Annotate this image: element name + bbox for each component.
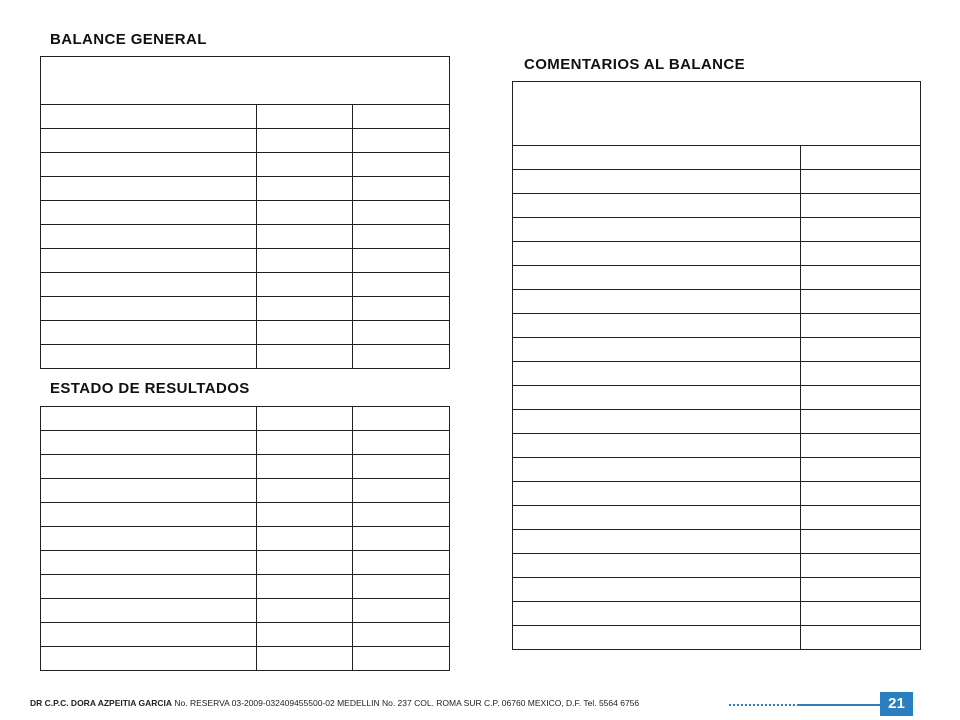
- table-cell[interactable]: [801, 458, 921, 482]
- table-cell[interactable]: [257, 153, 353, 177]
- table-row: [41, 527, 450, 551]
- table-row: [41, 225, 450, 249]
- table-cell[interactable]: [353, 177, 450, 201]
- table-cell[interactable]: [801, 338, 921, 362]
- table-cell[interactable]: [513, 290, 801, 314]
- table-cell[interactable]: [801, 266, 921, 290]
- table-cell[interactable]: [801, 218, 921, 242]
- table-header-cell[interactable]: [513, 82, 921, 146]
- table-cell[interactable]: [801, 314, 921, 338]
- table-cell[interactable]: [801, 434, 921, 458]
- table-cell[interactable]: [513, 458, 801, 482]
- table-row: [513, 290, 921, 314]
- table-row: [513, 554, 921, 578]
- table-row: [41, 551, 450, 575]
- table-row: [41, 599, 450, 623]
- table-cell[interactable]: [41, 455, 257, 479]
- table-cell[interactable]: [257, 129, 353, 153]
- footer-author: DR C.P.C. DORA AZPEITIA GARCIA: [30, 698, 172, 708]
- table-cell[interactable]: [41, 575, 257, 599]
- table-cell[interactable]: [801, 386, 921, 410]
- table-cell[interactable]: [41, 431, 257, 455]
- table-row: [513, 266, 921, 290]
- table-row: [41, 153, 450, 177]
- table-row: [41, 249, 450, 273]
- table-cell[interactable]: [41, 345, 257, 369]
- table-row: [513, 578, 921, 602]
- table-cell[interactable]: [257, 407, 353, 431]
- table-cell[interactable]: [257, 479, 353, 503]
- table-cell[interactable]: [513, 482, 801, 506]
- table-row: [513, 410, 921, 434]
- table-cell[interactable]: [801, 146, 921, 170]
- table-cell[interactable]: [41, 105, 257, 129]
- table-cell[interactable]: [41, 273, 257, 297]
- table-cell[interactable]: [353, 599, 450, 623]
- table-cell[interactable]: [801, 626, 921, 650]
- table-row: [41, 503, 450, 527]
- table-cell[interactable]: [257, 105, 353, 129]
- table-cell[interactable]: [353, 105, 450, 129]
- table-cell[interactable]: [353, 503, 450, 527]
- table-cell[interactable]: [353, 249, 450, 273]
- table-header-cell[interactable]: [41, 57, 450, 105]
- table-cell[interactable]: [801, 506, 921, 530]
- table-cell[interactable]: [513, 314, 801, 338]
- table-cell[interactable]: [353, 273, 450, 297]
- table-cell[interactable]: [353, 225, 450, 249]
- table-cell[interactable]: [257, 273, 353, 297]
- table-cell[interactable]: [41, 153, 257, 177]
- table-row: [41, 177, 450, 201]
- table-cell[interactable]: [41, 297, 257, 321]
- table-row: [513, 242, 921, 266]
- balance-general-table: [40, 56, 450, 369]
- table-row: [513, 170, 921, 194]
- estado-resultados-table: [40, 406, 450, 671]
- table-cell[interactable]: [41, 407, 257, 431]
- table-row: [41, 647, 450, 671]
- table-cell[interactable]: [41, 551, 257, 575]
- table-cell[interactable]: [801, 170, 921, 194]
- table-cell[interactable]: [353, 297, 450, 321]
- table-row: [41, 575, 450, 599]
- table-row: [513, 386, 921, 410]
- table-cell[interactable]: [257, 177, 353, 201]
- table-row: [513, 434, 921, 458]
- table-cell[interactable]: [41, 201, 257, 225]
- table-row: [513, 314, 921, 338]
- table-cell[interactable]: [41, 479, 257, 503]
- table-row: [41, 321, 450, 345]
- table-cell[interactable]: [41, 129, 257, 153]
- table-row: [513, 458, 921, 482]
- table-cell[interactable]: [353, 527, 450, 551]
- table-cell[interactable]: [513, 554, 801, 578]
- table-cell[interactable]: [513, 602, 801, 626]
- table-cell[interactable]: [513, 626, 801, 650]
- table-cell[interactable]: [801, 242, 921, 266]
- table-row: [513, 530, 921, 554]
- table-cell[interactable]: [41, 623, 257, 647]
- table-cell[interactable]: [513, 218, 801, 242]
- table-cell[interactable]: [353, 129, 450, 153]
- table-cell[interactable]: [513, 146, 801, 170]
- footer-dotted-line: [729, 704, 799, 706]
- table-row: [513, 194, 921, 218]
- table-row: [513, 602, 921, 626]
- table-cell[interactable]: [801, 410, 921, 434]
- table-cell[interactable]: [513, 170, 801, 194]
- table-cell[interactable]: [801, 290, 921, 314]
- table-cell[interactable]: [353, 455, 450, 479]
- table-cell[interactable]: [353, 551, 450, 575]
- table-cell[interactable]: [353, 201, 450, 225]
- table-cell[interactable]: [353, 479, 450, 503]
- table-cell[interactable]: [257, 321, 353, 345]
- table-row: [513, 506, 921, 530]
- footer-details: No. RESERVA 03-2009-032409455500-02 MEDELLIN No. 237 COL. ROMA SUR C.P. 06760 MEXICO, D.F. Tel. 5564 6756: [172, 698, 640, 708]
- table-cell[interactable]: [513, 386, 801, 410]
- table-cell[interactable]: [257, 297, 353, 321]
- table-cell[interactable]: [353, 623, 450, 647]
- table-cell[interactable]: [801, 578, 921, 602]
- footer-rule: [799, 704, 880, 706]
- table-row: [41, 407, 450, 431]
- table-cell[interactable]: [513, 410, 801, 434]
- table-cell[interactable]: [257, 647, 353, 671]
- table-row: [41, 297, 450, 321]
- footer-text: [30, 698, 639, 708]
- estado-resultados-title: ESTADO DE RESULTADOS: [50, 380, 250, 397]
- table-row: [513, 626, 921, 650]
- table-cell[interactable]: [257, 345, 353, 369]
- table-cell[interactable]: [801, 194, 921, 218]
- table-cell[interactable]: [513, 338, 801, 362]
- table-cell[interactable]: [257, 225, 353, 249]
- table-cell[interactable]: [513, 362, 801, 386]
- table-cell[interactable]: [353, 153, 450, 177]
- table-cell[interactable]: [801, 554, 921, 578]
- table-cell[interactable]: [353, 575, 450, 599]
- table-row: [513, 362, 921, 386]
- page-number: 21: [880, 692, 913, 716]
- table-cell[interactable]: [257, 455, 353, 479]
- table-row: [41, 273, 450, 297]
- table-row: [41, 479, 450, 503]
- table-cell[interactable]: [513, 578, 801, 602]
- table-cell[interactable]: [257, 527, 353, 551]
- table-cell[interactable]: [41, 177, 257, 201]
- comentarios-table: [512, 81, 921, 650]
- table-cell[interactable]: [513, 242, 801, 266]
- table-cell[interactable]: [257, 431, 353, 455]
- table-row: [41, 431, 450, 455]
- table-cell[interactable]: [353, 407, 450, 431]
- table-row: [41, 105, 450, 129]
- table-cell[interactable]: [353, 321, 450, 345]
- table-row: [513, 338, 921, 362]
- table-cell[interactable]: [353, 647, 450, 671]
- table-cell[interactable]: [41, 647, 257, 671]
- table-cell[interactable]: [801, 362, 921, 386]
- table-cell[interactable]: [257, 551, 353, 575]
- table-cell[interactable]: [513, 434, 801, 458]
- table-row: [41, 623, 450, 647]
- table-row: [513, 146, 921, 170]
- table-cell[interactable]: [513, 530, 801, 554]
- table-cell[interactable]: [41, 249, 257, 273]
- table-cell[interactable]: [353, 345, 450, 369]
- table-cell[interactable]: [41, 527, 257, 551]
- table-cell[interactable]: [801, 602, 921, 626]
- table-row: [41, 129, 450, 153]
- table-row: [513, 218, 921, 242]
- table-row: [41, 345, 450, 369]
- table-cell[interactable]: [513, 194, 801, 218]
- table-cell[interactable]: [801, 530, 921, 554]
- table-cell[interactable]: [353, 431, 450, 455]
- table-cell[interactable]: [257, 575, 353, 599]
- table-row: [41, 201, 450, 225]
- comentarios-title: COMENTARIOS AL BALANCE: [524, 56, 746, 73]
- balance-general-title: BALANCE GENERAL: [50, 31, 207, 48]
- table-row: [513, 482, 921, 506]
- table-cell[interactable]: [257, 249, 353, 273]
- table-cell[interactable]: [513, 506, 801, 530]
- table-cell[interactable]: [513, 266, 801, 290]
- table-cell[interactable]: [257, 503, 353, 527]
- table-cell[interactable]: [801, 482, 921, 506]
- table-cell[interactable]: [41, 225, 257, 249]
- table-cell[interactable]: [41, 599, 257, 623]
- table-row: [41, 455, 450, 479]
- table-cell[interactable]: [41, 321, 257, 345]
- table-cell[interactable]: [257, 201, 353, 225]
- table-cell[interactable]: [257, 599, 353, 623]
- table-cell[interactable]: [41, 503, 257, 527]
- table-cell[interactable]: [257, 623, 353, 647]
